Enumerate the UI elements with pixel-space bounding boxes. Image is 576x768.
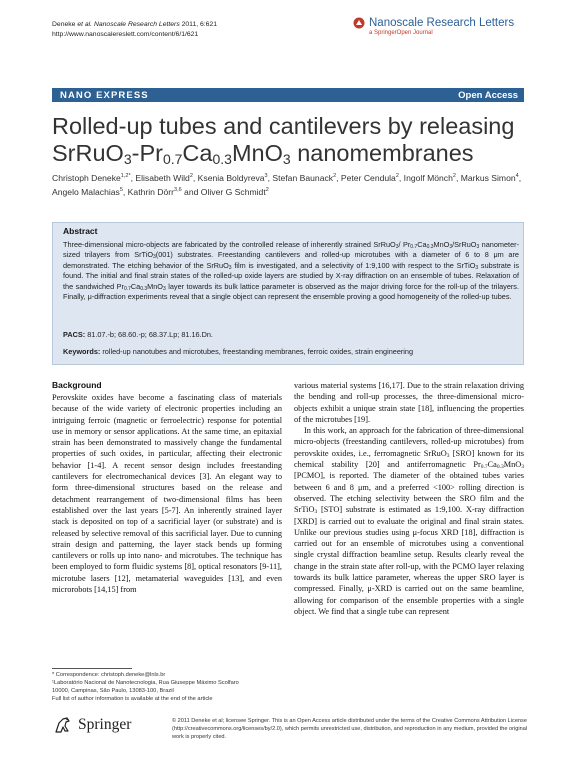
footnotes [52,671,284,703]
running-header [52,20,217,40]
body-column-left [52,392,282,595]
nanoscale-logo-icon [353,17,365,29]
citation: Deneke et al. Nanoscale Research Letters 2011, 6:621 [52,21,218,28]
open-access-label: Open Access [458,89,518,101]
author-list: Christoph Deneke$^{1,2*}$, Elisabeth Wild$^2$, Ksenia Boldyreva$^3$, Stefan Baunack$^2$, Peter Cendula$^2$, Ingolf Mönch$^2$, Markus Simon$^4$, Angelo Malachias$^5$, Kathrin Dörr$^{3,6}$ and Oliver G Schmidt$^2$ [52,173,522,197]
paragraph: Perovskite oxides have become a fascinating class of materials because of the wide variety of electronic properties including an intriguing ferroic (magnetic or ferroelectric) response for potential use in memory or sensor applications. At the same time, an epitaxial strain has been demonstrated to massively change the fundamental properties of such oxides, in particular, affecting their electronic behavior [1-4]. A recent sensor design includes freestanding cantilevers for electromechanical devices [3]. An elegant way to form three-dimensional structures based on the release and detachment rearrangement of two-dimensional films has been established over the last years [5-7]. An inherently strained layer stack is deposited on top of a sacrificial layer (or substrate) and is released by selective removal of this sacrificial layer. Due to cunning strain design and patterning, the layer stack bends up forming cantilevers or rolls up into nano- and microtubes. The technique has been employed to form fluidic systems [8], optical resonators [9-11], microtube lasers [12], metamaterial waveguides [13], and even microrobots [14,15] from [52,393,282,595]
journal-subtitle: a SpringerOpen Journal [369,30,433,36]
pacs-line: PACS: 81.07.-b; 68.60.-p; 68.37.Lp; 81.16.Dn. [63,330,213,339]
affiliation-address: 10000, Campinas, São Paulo, 13083-100, Brazil [52,688,174,694]
article-type: NANO EXPRESS [60,89,149,101]
paragraph: various material systems [16,17]. Due to the strain relaxation driving the bending and roll-up processes, the three-dimensional micro-objects exhibit a unique strain state [18], influencing the properties of the microtubes [19]. [294,381,524,424]
paragraph: In this work, an approach for the fabrication of three-dimensional micro-objects (freestanding cantilevers, rolled-up microtubes) from perovskite oxides, i.e., ferromagnetic SrRuO$_3$ [SRO] known for its chemical stability [20] and antiferromagnetic $Pr_{0.7}Ca_{0.3}MnO_3$ [PCMO], is reported. The diameter of the obtained tubes varies between 6 and 8 μm, and a preferred <100> rolling direction is observed. The etching selectivity between the SRO film and the SrTiO$_3$ [STO] substrate is estimated as 1:9,100. X-ray diffraction [XRD] is carried out to evaluate the original and final strain states. Unlike our previous studies using μ-focus XRD [18], diffraction is carried out for an ensemble of microtubes using a conventional single crystal diffraction beamline setup. Results clearly reveal the change in the strain state after roll-up, with the PCMO layer relaxing towards its bulk lattice parameter, whereas the upper SRO layer is compressed. Finally, μ-XRD is carried out on the same beamline, allowing for comparison of the ensemble properties with a single object. We find that a single tube can represent [294,426,525,616]
journal-name: Nanoscale Research Letters [369,17,515,29]
publisher-name: Springer [78,716,132,733]
body-column-right [294,380,524,617]
section-banner [52,88,524,102]
abstract-heading: Abstract [63,226,98,236]
correspondence[interactable]: * Correspondence: christoph.deneke@lnls.br [52,672,166,678]
background-heading: Background [52,380,102,390]
affiliation: ¹Laboratório Nacional de Nanotecnologia, Rua Giuseppe Máximo Scolfaro [52,680,239,686]
article-title: Rolled-up tubes and cantilevers by releasing $SrRuO_3-Pr_{0.7}Ca_{0.3}MnO_3$ nanomembranes [52,113,515,167]
author-info-note: Full list of author information is available at the end of the article [52,696,213,702]
abstract-box [52,222,524,365]
springer-horse-icon [52,714,74,736]
article-url[interactable]: http://www.nanoscalereslett.com/content/6/1/621 [52,31,199,38]
license-text: © 2011 Deneke et al; licensee Springer. This is an Open Access article distributed under the terms of the Creative Commons Attribution License (http://creativecommons.org/licenses/by/2.0), which permits unrestricted use, distribution, and reproduction in any medium, provided the original work is properly cited. [172,718,528,740]
footnote-divider [52,668,132,669]
abstract-text: Three-dimensional micro-objects are fabricated by the controlled release of inherently strained SrRuO$_3$/ $Pr_{0.7}Ca_{0.3}MnO_3/SrRuO_3$ nanometer-sized trilayers from SrTiO$_3$(001) substrates. Freestanding cantilevers and rolled-up microtubes with a diameter of 6 to 8 μm are demonstrated. The etching behavior of the SrRuO$_3$ film is investigated, and a selectivity of 1:9,100 with respect to the SrTiO$_3$ substrate is found. The initial and final strain states of the rolled-up oxide layers are studied by X-ray diffraction on an ensemble of tubes. Relaxation of the sandwiched $Pr_{0.7}Ca_{0.3}MnO_3$ layer towards its bulk lattice parameter is observed as the major driving force for the roll-up of the trilayers. Finally, μ-diffraction experiments reveal that a single object can represent the ensemble proving a good homogeneity of the rolled-up tubes. [63,240,519,302]
journal-branding [353,17,528,36]
keywords-line: Keywords: rolled-up nanotubes and microtubes, freestanding membranes, ferroic oxides, strain engineering [63,347,414,356]
publisher-logo [52,714,131,736]
